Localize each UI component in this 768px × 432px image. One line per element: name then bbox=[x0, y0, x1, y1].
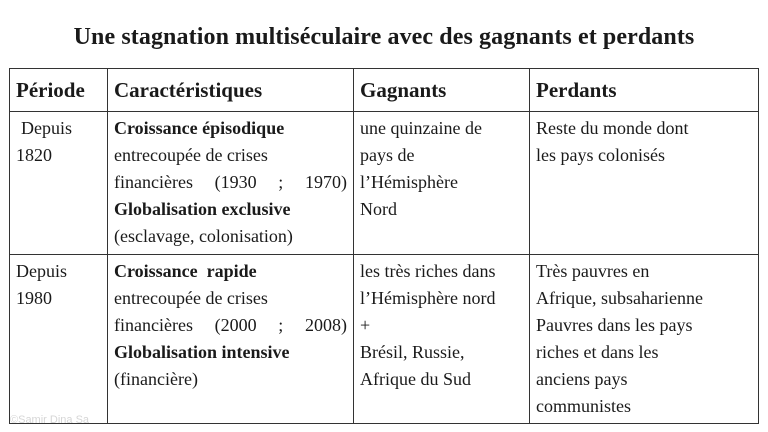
periode-line: 1820 bbox=[16, 145, 52, 165]
header-caracteristiques: Caractéristiques bbox=[108, 69, 354, 112]
globalisation-desc: (financière) bbox=[114, 369, 198, 389]
periode-line: Depuis bbox=[16, 261, 67, 281]
perdants-line: communistes bbox=[536, 396, 631, 416]
cell-periode bbox=[10, 255, 108, 424]
croissance-desc: financières (2000 ; 2008) bbox=[114, 315, 347, 335]
globalisation-desc: (esclavage, colonisation) bbox=[114, 226, 293, 246]
gagnants-line: Afrique du Sud bbox=[360, 369, 471, 389]
gagnants-line: l’Hémisphère nord bbox=[360, 288, 496, 308]
globalisation-label: Globalisation intensive bbox=[114, 342, 290, 362]
header-perdants: Perdants bbox=[530, 69, 759, 112]
gagnants-line: les très riches dans bbox=[360, 261, 496, 281]
watermark: ©Samir Dina Sa bbox=[10, 414, 90, 426]
table-header-row bbox=[10, 69, 759, 112]
table-row bbox=[10, 255, 759, 424]
cell-gagnants bbox=[354, 255, 530, 424]
cell-perdants bbox=[530, 255, 759, 424]
comparison-table bbox=[9, 68, 759, 424]
croissance-desc: financières (1930 ; 1970) bbox=[114, 172, 347, 192]
header-periode: Période bbox=[10, 69, 108, 112]
croissance-desc: entrecoupée de crises bbox=[114, 288, 268, 308]
cell-periode bbox=[10, 112, 108, 255]
gagnants-line: + bbox=[360, 315, 371, 335]
perdants-line: anciens pays bbox=[536, 369, 628, 389]
page-title: Une stagnation multiséculaire avec des gagnants et perdants bbox=[73, 24, 695, 50]
gagnants-line: une quinzaine de bbox=[360, 118, 482, 138]
gagnants-line: pays de bbox=[360, 145, 415, 165]
cell-caracteristiques bbox=[108, 255, 354, 424]
perdants-line: les pays colonisés bbox=[536, 145, 665, 165]
header-gagnants: Gagnants bbox=[354, 69, 530, 112]
perdants-line: Pauvres dans les pays bbox=[536, 315, 693, 335]
gagnants-line: l’Hémisphère bbox=[360, 172, 458, 192]
perdants-line: Très pauvres en bbox=[536, 261, 650, 281]
gagnants-line: Brésil, Russie, bbox=[360, 342, 465, 362]
table-row bbox=[10, 112, 759, 255]
cell-gagnants bbox=[354, 112, 530, 255]
gagnants-line: Nord bbox=[360, 199, 397, 219]
periode-line: 1980 bbox=[16, 288, 52, 308]
globalisation-label: Globalisation exclusive bbox=[114, 199, 291, 219]
croissance-desc: entrecoupée de crises bbox=[114, 145, 268, 165]
perdants-line: Reste du monde dont bbox=[536, 118, 689, 138]
perdants-line: Afrique, subsaharienne bbox=[536, 288, 703, 308]
croissance-label: Croissance rapide bbox=[114, 261, 257, 281]
periode-line: Depuis bbox=[21, 118, 72, 138]
perdants-line: riches et dans les bbox=[536, 342, 659, 362]
croissance-label: Croissance épisodique bbox=[114, 118, 285, 138]
cell-perdants bbox=[530, 112, 759, 255]
cell-caracteristiques bbox=[108, 112, 354, 255]
